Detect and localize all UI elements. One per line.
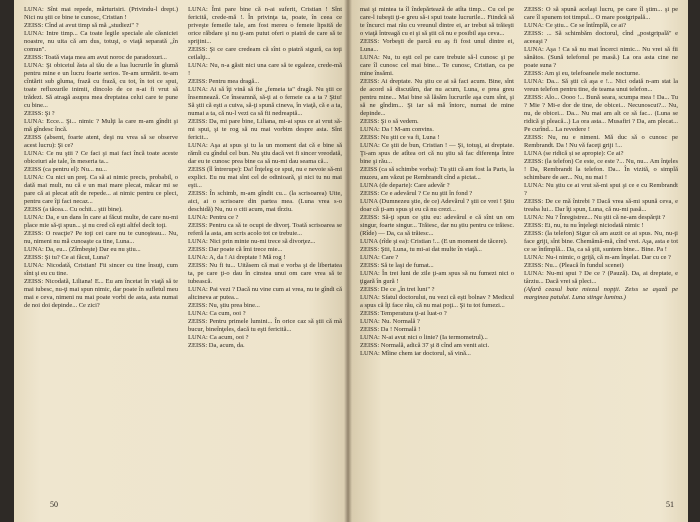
dialogue-line: LUNA: Da, e un dans în care ai făcut multe, de care nu-mi place mie să-ţi spun... şi nu cred că eşti altfel decît toţi. bbox=[24, 214, 178, 229]
dialogue-line: LUNA: Da ! M-am convins. bbox=[360, 126, 434, 133]
dialogue-line: LUNA: Şi obiceiul ăsta al tău de a lua lucrurile în glumă pentru mine e un lucru foarte serios. Te-am urmărit. te-am cîntărit sub gluma, frază cu frază, cu tot, în tot ce spui, toate refluxurile inimii, dincolo de ce n-ai fi vrut să trădezi. Să atragă asupra mea dreptatea celui care te pune cu bine... bbox=[24, 62, 178, 109]
dialogue-line: ZEISS: Ştii, Luna, tu mi-ai dat multe în viaţă... bbox=[360, 246, 482, 253]
book-gutter bbox=[344, 0, 352, 522]
dialogue-line: ZEISS: Şi o să vedem. bbox=[360, 118, 419, 125]
dialogue-line: ZEISS: Da ! Normală ! bbox=[360, 326, 421, 333]
right-page bbox=[348, 0, 688, 522]
dialogue-line: LUNA: Ecce... Şi... nimic ? Mulţi la care m-am gîndit şi mă gîndesc încă. bbox=[24, 118, 178, 133]
dialogue-line: ZEISS: Ei, nu, tu nu înţelegi niciodată nimic ! bbox=[524, 222, 644, 229]
dialogue-line: LUNA: În trei luni de zile ţi-am spus să nu fumezi nici o ţigară în gură ! bbox=[360, 270, 514, 285]
page-number-right: 51 bbox=[666, 500, 674, 509]
dialogue-line: LUNA: Ca acum, ooi ? bbox=[188, 334, 249, 341]
dialogue-line: ZEISS: Ce e adevărul ? Ce nu ştii în fond ? bbox=[360, 190, 473, 197]
dialogue-line: LUNA: Ai să îţi vină să fie „femeia ta" dragă. Nu ştii ce însemnează. Ce înseamnă, să-ţi ai o femeie ca a ta ? Ştiu! Să ştii că eşti a cuiva, să-ţi spună cineva, în viaţă, că e a ta, numai a ta, că nu-l vezi ca să fii nedreaptă... bbox=[188, 86, 342, 117]
dialogue-line: ZEISS: Ai dreptate. Nu ştiu ce ai să faci acum. Bine, sînt de acord să discutăm, dar nu acum, Luna, e prea greu pentru mine... Mai bine să lăsăm lucrurile aşa cum sînt, şi să ne gîndim... Şi iar să mă întorc, numai de mine depinde... bbox=[360, 78, 514, 117]
dialogue-line: ZEISS: Nu, ştiu prea bine... bbox=[188, 302, 260, 309]
dialogue-line: LUNA: Care ? bbox=[360, 254, 399, 261]
dialogue-line: ZEISS (ca pentru el): Nu... nu... bbox=[24, 166, 107, 173]
dialogue-line: ZEISS: Nu... (Pleacă în fundul scenei) bbox=[524, 262, 624, 269]
dialogue-line: ZEISS (ca să schimbe vorba): Tu ştii că am fost la Paris, la muzeu, am văzut pe Rembrandt cînd a pictat... bbox=[360, 166, 514, 181]
dialogue-line: mai şi mintea ta îl îndepărtează de atîta timp... Cu cel pe care-l iubeşti ţi-e greu să-i spui toate lucrurile... Fiindcă să te încurci mai rău cu vreunul dintre ei, ar trebui să trăieşti o viaţă întreagă cu ei şi să ştii că nu e posibil aşa ceva... bbox=[360, 6, 514, 37]
dialogue-line: ZEISS: O reacţie? Pe toţi cei care nu te cunoşteau... Nu, nu, nimeni nu mă cunoaşte ca tine, Luna... bbox=[24, 230, 178, 245]
left-page-columns bbox=[24, 6, 342, 350]
dialogue-line: LUNA: Nu-i nimic, o grijă, că m-am înşelat. Dar cu ce ? bbox=[524, 254, 671, 261]
dialogue-line: LUNA: Mîine chem iar doctorul, să vină... bbox=[360, 350, 471, 357]
dialogue-line: LUNA: Cu nici un preţ. Ca să ai nimic precis, probabil, o dată mai mult, nu că e un mai mare plecat, măcar mi se pare că ai plecat atît de repede... ai nimic pentru ce pleci, pentru care îţi faci necaz... bbox=[24, 174, 178, 205]
dialogue-line: ZEISS: Să te laşi de fumat... bbox=[360, 262, 434, 269]
dialogue-line: ZEISS: Toată viaţa mea am avut noroc de paradoxuri... bbox=[24, 54, 167, 61]
left-column-2 bbox=[188, 6, 342, 350]
dialogue-line: LUNA: Pentru ce ? bbox=[188, 214, 239, 221]
dialogue-line: LUNA: Nu ? Înregistrez... Nu ştii că ne-am despărţit ? bbox=[524, 214, 666, 221]
dialogue-line: LUNA: Intre timp... Ca toate legile speciale ale căsniciei noastre, nu uita că am dus, totuşi, o viaţă separată „în comun". bbox=[24, 30, 178, 53]
dialogue-line: ZEISS: Vorbeşti de parcă eu aş fi fost unul dintre ei, Luna... bbox=[360, 38, 514, 53]
dialogue-line: LUNA (rîde şi ea): Cristian !... (E un moment de tăcere). bbox=[360, 238, 508, 245]
dialogue-line: LUNA (de departe): Care adevăr ? bbox=[360, 182, 450, 189]
dialogue-line: LUNA: Îmi pare bine că n-ai suferit, Cristian ! Sînt fericită, crede-mă !. În privinţa ta, poate, în ceea ce priveşte femeile tale, am fost mereu o femeie lipsită de orice răbdare şi nu ţi-am putut oferi o piatră de care să te sprijini... bbox=[188, 6, 342, 45]
dialogue-line: ZEISS: De ce mă întrebi ? Dacă vrea să-mi spună ceva, e treaba lui... Dar îţi spun, Luna, că nu-mi pasă... bbox=[524, 198, 678, 213]
left-page bbox=[14, 0, 348, 522]
dialogue-line: ZEISS: O să spună acelaşi lucru, pe care îl ştim... şi pe care îl spunem tot timpul... O mare postgripală... bbox=[524, 6, 678, 21]
dialogue-line: ZEISS: (la telefon) Sigur că am auzit ce ai spus. Nu, nu-ţi face griji, sînt bine. Chemămă-mă, cînd vrei. Aşa, asta e tot ce se întîmplă... Da, ca să ştii, suntem bine... Bine. Pa ! bbox=[524, 230, 678, 253]
dialogue-line: ZEISS: Dar poate că îmi trece mie... bbox=[188, 246, 283, 253]
right-column-2 bbox=[524, 6, 678, 358]
dialogue-line: ZEISS: Nicodată, Liliana! E... Eu am încetat în viaţă să te mai iubesc, nu-ţi mai spun nimic, dar poate în sufletul meu mai e ceva, nimeni nu mai poate vorbi de asta, asta numai de noi doi depinde... Ce zici? bbox=[24, 278, 178, 309]
dialogue-line: ZEISS (îl întrerupe): Da! Înţeleg ce spui, nu e nevoie să-mi explici. Eu nu mai sînt cel de odinioară, şi nici tu nu mai eşti... bbox=[188, 166, 342, 189]
dialogue-line: LUNA: Ca cum, ooi ? bbox=[188, 310, 246, 317]
dialogue-line: ZEISS: De ce „în trei luni" ? bbox=[360, 286, 435, 293]
dialogue-line: LUNA: Nu-mi spui ? De ce ? (Pauză). Da, ai dreptate, e târziu... Dacă vrei să pleci... bbox=[524, 270, 678, 285]
dialogue-line: LUNA: Nicodată, Cristian! Fii sincer cu tine însuţi, cum sînt şi eu cu tine. bbox=[24, 262, 178, 277]
dialogue-line: ZEISS: Alo... Oooo !... Bună seara, scumpa mea ! Da... Tu ? Mie ? Mi-e dor de tine, de obicei... Necunoscut?... Nu, nu, de obicei... Da... Nu mai am alt ce să fac... (Luna se ridică şi pleacă...) La ora asta... Musafiri ? Da, am plecat... Pe curînd... La revedere ! bbox=[524, 94, 678, 133]
dialogue-line: ZEISS (a tăcea... Cu ochii... ştii bine). bbox=[24, 206, 123, 213]
dialogue-line: LUNA: Aşa ai spus şi tu la un moment dat că e bine să rămîi cu gîndul cel bun. Nu ştiu dacă vei fi sincer vreodată, dar eu te cunosc prea bine ca să nu-mi dau seama că... bbox=[188, 142, 342, 165]
dialogue-line: LUNA: Ce ştii de bun, Cristian ! — Şi, totuşi, ai dreptate. Ţi-am spus de atîtea ori că nu ştiu să fac diferenţa între bine şi rău... bbox=[360, 142, 514, 165]
dialogue-line: LUNA: Ce nu ştii ? Ce faci şi mai faci încă toate aceste obiceiuri ale tale, în meseria ta... bbox=[24, 150, 178, 165]
dialogue-line: LUNA (Dumnezeu ştie, de ce) Adevărul ? ştii ce vrei ! Ştiu doar că ţi-am spus şi eu că nu crezi... bbox=[360, 198, 514, 213]
dialogue-line: ZEISS: Nu ştii ce va fi, Luna ! bbox=[360, 134, 440, 141]
dialogue-line: LUNA: Nu. Normală ? bbox=[360, 318, 420, 325]
right-column-1 bbox=[360, 6, 514, 358]
dialogue-line: ZEISS: Să-ţi spun ce ştiu eu: adevărul e că sînt un om singur, foarte singur... Trăiesc, dar nu ştiu pentru ce trăiesc. (Rîde) — Da, ca să trăiesc... bbox=[360, 214, 514, 237]
dialogue-line: LUNA (se ridică și se apropie): Ce ai? bbox=[524, 150, 624, 157]
dialogue-line: ZEISS: Nu, nu e nimeni. Mă duc să o cunosc pe Rembrandt. Da ! Nu vă faceţi griji !... bbox=[524, 134, 678, 149]
dialogue-line: ZEISS: Nu fi tu... Uităsem că mai e vorba şi de libertatea ta, pe care ţi-o dau în cinstea unui om care vrea să te iubească. bbox=[188, 262, 342, 285]
dialogue-line: LUNA: Nu, tu eşti cel pe care trebuie să-l cunosc şi pe care îl cunosc cel mai bine... Te cunosc, Cristian, ca pe mine însămi. bbox=[360, 54, 514, 77]
right-page-columns bbox=[360, 6, 678, 358]
dialogue-line: ZEISS: ... Să schimbăm doctorul, cînd „postgripală" e aceeaşi ? bbox=[524, 30, 678, 45]
dialogue-line: ZEISS: În schimb, m-am gîndit cu... (la scrisoarea) Uite, aici, ai o scrisoare din partea mea. (Luna vrea s-o deschidă) Nu, nu o citi acum, mai tîrziu. bbox=[188, 190, 342, 213]
dialogue-line: ZEISS: Da, acum, da. bbox=[188, 342, 245, 349]
dialogue-line: ZEISS: Pentru primele lumini... În orice caz să ştii că mă bucur, bineînţeles, dacă tu eşti fericită... bbox=[188, 318, 342, 333]
dialogue-line: ZEISS: Pentru ca să te ocupi de divorţ. Toată scrisoarea se referă la asta, am scris acolo tot ce trebuie... bbox=[188, 222, 342, 237]
dialogue-line: ZEISS: Am şi eu, telefoanele mele nocturne. bbox=[524, 70, 640, 77]
dialogue-line: ZEISS: Şi tu? Ce ai făcut, Luna? bbox=[24, 254, 110, 261]
dialogue-line: ZEISS: Şi ? bbox=[24, 110, 55, 117]
dialogue-line: LUNA: Nici prin minte nu-mi trece să divorţez... bbox=[188, 238, 316, 245]
dialogue-line: LUNA: Da, eu... (Zîmbeşte) Dar eu nu ştiu... bbox=[24, 246, 141, 253]
dialogue-line: LUNA: Sfatul doctorului, nu vezi că eşti bolnav ? Medicul a spus că îţi face rău, că nu mai poţi... Şi tu tot fumezi... bbox=[360, 294, 514, 309]
dialogue-line: ZEISS: Da, mi pare bine, Liliana, mi-ai spus ce ai vrut să-mi spui, şi te rog să nu mai vorbim despre asta. Sînt fericit... bbox=[188, 118, 342, 141]
dialogue-line: LUNA: Sînt mai repede, mărturisiri. (Privindu-l drept.) Nici nu ştii ce bine te cunosc, Cristian ! bbox=[24, 6, 178, 21]
dialogue-line: ZEISS: Temperatura ţi-ai luat-o ? bbox=[360, 310, 447, 317]
dialogue-line: ZEISS: (la telefon) Ce este, ce este ?... Nu, nu... Am înţeles ! Da, Rembrandt la telefon. Da... În vizită, o simplă schimbare de aer... Nu, nu mai ! bbox=[524, 158, 678, 181]
dialogue-line: ZEISS: Şi ce care credeam că sînt o piatră sigură, ca toţi ceilalţi... bbox=[188, 46, 342, 61]
dialogue-line: LUNA: Aşa ! Ca să nu mai încerci nimic... Nu vrei să fii sănătos. (Sună telefonul pe masă.) La ora asta cine ne poate suna ? bbox=[524, 46, 678, 69]
dialogue-line: LUNA: N-ai avut nici o linie? (Ia termometrul)... bbox=[360, 334, 488, 341]
dialogue-line: LUNA: Da... Să ştii că aşa e !... Nici odată n-am stat la vreun telefon pentru tine, de teama unui telefon... bbox=[524, 78, 678, 93]
dialogue-line: ZEISS (absent, foarte atent, deşi nu vrea să se observe acest lucru): Şi ce? bbox=[24, 134, 178, 149]
closing-stage-direction: (Afară ceasul bate miezul nopţii. Zeiss se aşază pe marginea patului. Luna stinge lumina.) bbox=[524, 286, 678, 301]
page-number-left: 50 bbox=[50, 500, 58, 509]
dialogue-line: LUNA: A, da ! Ai dreptate ! Mă rog ! bbox=[188, 254, 286, 261]
dialogue-line: LUNA: Nu, n-a găsit nici una care să te egaleze, crede-mă ! bbox=[188, 62, 342, 77]
dialogue-line: LUNA: Ce ştiu... Ce se întîmplă, ce ai? bbox=[524, 22, 626, 29]
dialogue-line: ZEISS: Pentru mea dragă... bbox=[188, 78, 260, 85]
dialogue-line: LUNA: Nu ştiu ce ai vrut să-mi spui şi ce e cu Rembrandt ? bbox=[524, 182, 678, 197]
left-column-1 bbox=[24, 6, 178, 350]
dialogue-line: ZEISS: Normală, adică 37 şi 8 cînd am venit aici. bbox=[360, 342, 490, 349]
dialogue-line: ZEISS: Cînd ai avut timp să mă „studiezi" ? bbox=[24, 22, 139, 29]
dialogue-line: LUNA: Pai vezi ? Dacă nu vine cum ai vrea, nu te gîndi că altcineva ar putea... bbox=[188, 286, 342, 301]
